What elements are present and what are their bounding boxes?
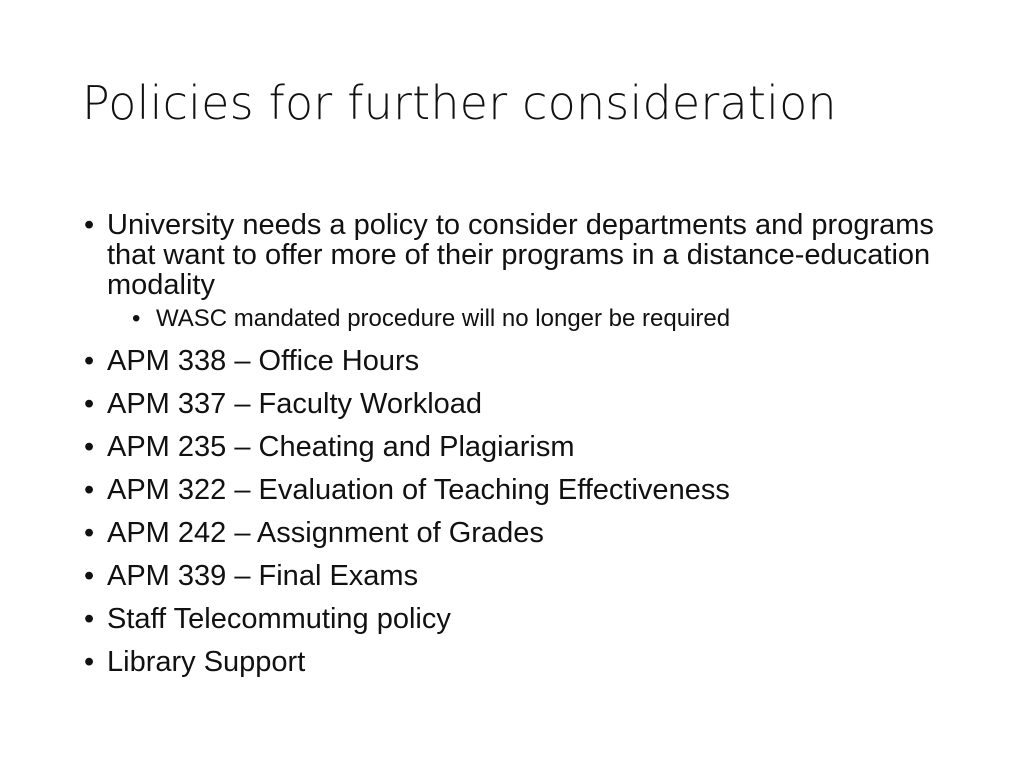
bullet-item-apm-322: • APM 322 – Evaluation of Teaching Effectiveness <box>82 475 962 506</box>
slide-title: Policies for further consideration <box>82 76 837 130</box>
bullet-item-staff-telecommuting: • Staff Telecommuting policy <box>82 604 962 635</box>
bullet-item-apm-337: • APM 337 – Faculty Workload <box>82 389 962 420</box>
sub-bullet-list <box>82 304 962 334</box>
bullet-item-apm-338: • APM 338 – Office Hours <box>82 346 962 377</box>
bullet-item-apm-242: • APM 242 – Assignment of Grades <box>82 518 962 549</box>
bullet-item-distance-education: • University needs a policy to consider departments and programs that want to offer more of their programs in a distance-education modality <box>82 210 962 300</box>
bullet-item-apm-235: • APM 235 – Cheating and Plagiarism <box>82 432 962 463</box>
sub-bullet-group <box>82 304 962 334</box>
bullet-list <box>82 210 962 690</box>
bullet-item-apm-339: • APM 339 – Final Exams <box>82 561 962 592</box>
bullet-item-library-support: • Library Support <box>82 647 962 678</box>
sub-bullet-item-wasc: • WASC mandated procedure will no longer be required <box>132 304 962 334</box>
